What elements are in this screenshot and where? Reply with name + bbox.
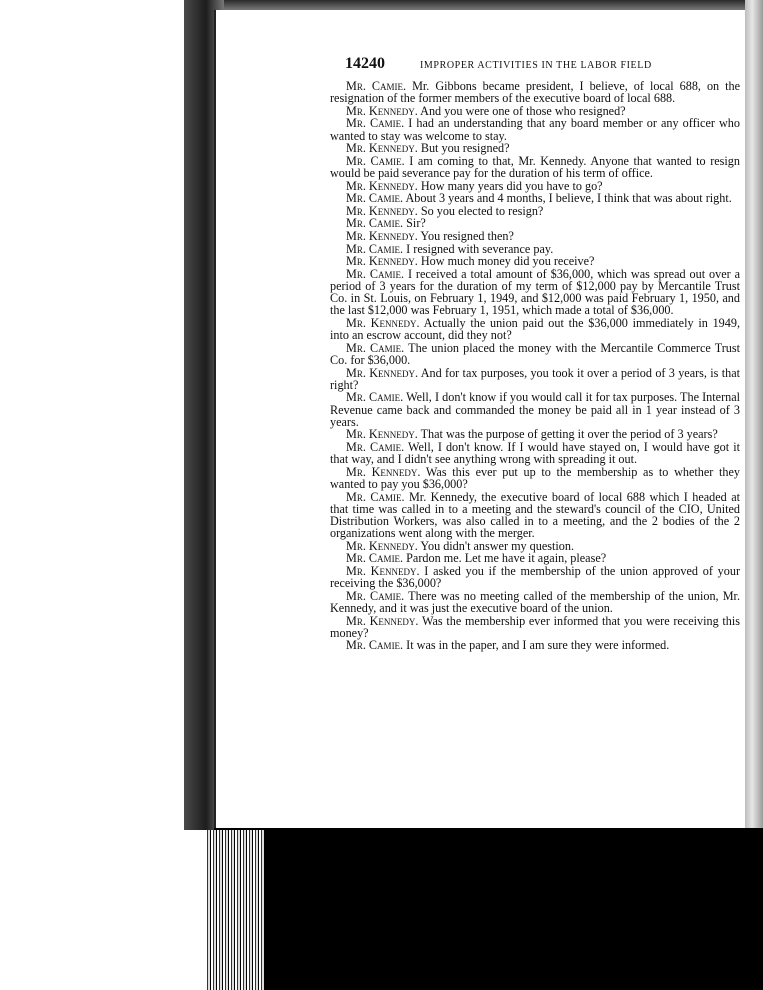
speech-text: Actually the union paid out the $36,000 immediately in 1949, into an escrow account, did they not? <box>330 315 741 343</box>
transcript-paragraph <box>330 565 740 589</box>
speaker-name: Mr. Camie. <box>346 216 404 231</box>
transcript-paragraph <box>330 391 740 428</box>
speech-text: How much money did you receive? <box>420 254 595 269</box>
speaker-name: Mr. Kennedy. <box>346 563 420 578</box>
page-number: 14240 <box>345 55 385 72</box>
speaker-name: Mr. Camie. <box>346 638 404 653</box>
speech-text: That was the purpose of getting it over the period of 3 years? <box>420 427 718 442</box>
speaker-name: Mr. Camie. <box>346 551 404 566</box>
speech-text: But you resigned? <box>420 141 510 156</box>
transcript-paragraph <box>330 590 740 614</box>
speech-text: I asked you if the membership of the union approved of your receiving the $36,000? <box>330 563 740 591</box>
speaker-name: Mr. Camie. <box>346 116 405 131</box>
transcript-paragraph <box>330 180 740 192</box>
speaker-name: Mr. Camie. <box>346 390 404 405</box>
speech-text: I am coming to that, Mr. Kennedy. Anyone that wanted to resign would be paid severance pay for the duration of his term of office. <box>330 153 740 180</box>
transcript-paragraph <box>330 268 740 317</box>
speaker-name: Mr. Kennedy. <box>346 315 420 330</box>
transcript-paragraph <box>330 205 740 217</box>
transcript-paragraph <box>330 367 740 391</box>
speech-text: How many years did you have to go? <box>420 178 603 193</box>
speaker-name: Mr. Kennedy. <box>346 203 418 218</box>
transcript-paragraph <box>330 491 740 540</box>
speaker-name: Mr. Kennedy. <box>346 538 418 553</box>
speech-text: It was in the paper, and I am sure they were informed. <box>406 638 670 653</box>
speech-text: I received a total amount of $36,000, which was spread out over a period of 3 years for the duration of my term of $12,000 pay by Mercantile Trust Co. in St. Louis, on February 1, 1949, and $12,000 was paid February 1, 1950, and the last $12,000 was February 1, 1951, which made a total of $36,000. <box>330 266 741 318</box>
transcript-paragraph <box>330 142 740 154</box>
speaker-name: Mr. Camie. <box>346 266 404 281</box>
speech-text: Mr. Kennedy, the executive board of local 688 which I headed at that time was called in to a meeting and the steward's council of the CIO, United Distribution Workers, was also called in to a meeting, and the 2 bodies of the 2 organizations went along with the merger. <box>330 489 741 541</box>
speaker-name: Mr. Kennedy. <box>346 228 418 243</box>
speech-text: I had an understanding that any board member or any officer who wanted to stay was welcome to stay. <box>330 116 740 143</box>
speaker-name: Mr. Camie. <box>346 79 407 93</box>
speech-text: Sir? <box>406 216 426 231</box>
speech-text: And you were one of those who resigned? <box>420 103 626 118</box>
transcript-paragraph <box>330 466 740 490</box>
running-title: IMPROPER ACTIVITIES IN THE LABOR FIELD <box>420 60 652 71</box>
speech-text: Mr. Gibbons became president, I believe, of local 688, on the resignation of the former members of the executive board of local 688. <box>330 79 741 106</box>
speech-text: There was no meeting called of the membership of the union, Mr. Kennedy, and it was just the executive board of the union. <box>330 588 740 615</box>
transcript-paragraph <box>330 80 740 104</box>
speaker-name: Mr. Camie. <box>346 489 405 504</box>
speech-text: About 3 years and 4 months, I believe, I think that was about right. <box>405 191 732 206</box>
transcript-paragraph <box>330 243 740 255</box>
speech-text: Pardon me. Let me have it again, please? <box>406 551 607 566</box>
transcript-paragraph <box>330 117 740 141</box>
transcript-paragraph <box>330 615 740 639</box>
transcript-paragraph <box>330 217 740 229</box>
scan-bottom-background <box>214 828 763 990</box>
speaker-name: Mr. Kennedy. <box>346 365 419 380</box>
speaker-name: Mr. Camie. <box>346 340 405 355</box>
speaker-name: Mr. Camie. <box>346 153 405 168</box>
speech-text: You resigned then? <box>420 228 514 243</box>
speaker-name: Mr. Camie. <box>346 439 405 454</box>
speaker-name: Mr. Camie. <box>346 588 405 603</box>
speech-text: The union placed the money with the Mercantile Commerce Trust Co. for $36,000. <box>330 340 740 367</box>
speaker-name: Mr. Kennedy. <box>346 464 421 479</box>
transcript-paragraph <box>330 441 740 465</box>
speech-text: And for tax purposes, you took it over a period of 3 years, is that right? <box>330 365 741 392</box>
speaker-name: Mr. Kennedy. <box>346 141 418 156</box>
speech-text: Was the membership ever informed that you were receiving this money? <box>330 613 741 640</box>
speaker-name: Mr. Camie. <box>346 241 404 256</box>
transcript-paragraph <box>330 540 740 552</box>
transcript-paragraph <box>330 639 740 651</box>
scan-noise-strip <box>205 830 265 990</box>
transcript-paragraph <box>330 255 740 267</box>
page-header <box>345 55 740 75</box>
transcript-body <box>330 80 740 652</box>
speech-text: Well, I don't know. If I would have stayed on, I would have got it that way, and I didn't see anything wrong with spreading it out. <box>330 439 740 467</box>
speaker-name: Mr. Kennedy. <box>346 427 418 442</box>
transcript-paragraph <box>330 428 740 440</box>
transcript-paragraph <box>330 155 740 179</box>
speaker-name: Mr. Camie. <box>346 191 404 206</box>
transcript-paragraph <box>330 552 740 564</box>
transcript-paragraph <box>330 230 740 242</box>
speech-text: Well, I don't know if you would call it for tax purposes. The Internal Revenue came back and commanded the money be paid all in 1 year instead of 3 years. <box>330 390 741 429</box>
speech-text: So you elected to resign? <box>420 203 544 218</box>
speech-text: I resigned with severance pay. <box>406 241 554 256</box>
transcript-paragraph <box>330 342 740 366</box>
speaker-name: Mr. Kennedy. <box>346 178 418 193</box>
speech-text: Was this ever put up to the membership as to whether they wanted to pay you $36,000? <box>330 464 740 491</box>
speaker-name: Mr. Kennedy. <box>346 254 418 269</box>
page-right-edge <box>745 0 763 840</box>
speaker-name: Mr. Kennedy. <box>346 103 418 118</box>
transcript-paragraph <box>330 317 740 341</box>
speech-text: You didn't answer my question. <box>420 538 575 553</box>
transcript-paragraph <box>330 192 740 204</box>
transcript-paragraph <box>330 105 740 117</box>
speaker-name: Mr. Kennedy. <box>346 613 419 628</box>
